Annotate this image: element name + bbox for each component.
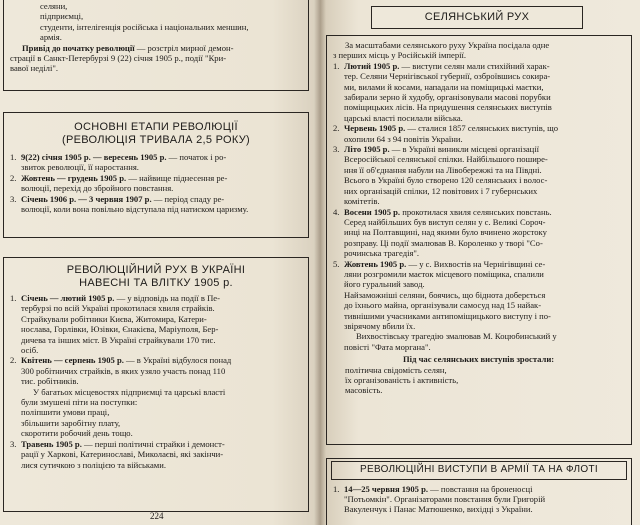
- movement-dates: Квітень — серпень 1905 р.: [21, 355, 124, 366]
- peasant-line: Всього в Україні було створено 120 селянських і волос-: [344, 175, 548, 186]
- peasant-line: царські власті посилали війська.: [344, 112, 463, 123]
- movement-line: нослава, Горлівки, Юзівки, Єнакієва, Маріуполя, Бер-: [21, 324, 219, 335]
- movement-line: осіб.: [21, 345, 39, 356]
- right-page: [320, 0, 640, 525]
- stage-text: — найвище піднесення ре-: [126, 172, 228, 183]
- peasant-line: повісті "Фата моргана".: [344, 341, 431, 352]
- peasant-item: [333, 207, 625, 259]
- army-number: 1.: [333, 483, 340, 494]
- peasant-line: охопили 64 з 94 повітів України.: [344, 133, 463, 144]
- stage-text: — період спаду ре-: [151, 193, 225, 204]
- movement-line: тис. робітників.: [21, 376, 79, 387]
- stage-text: — початок і ро-: [166, 152, 227, 162]
- movement-item: [10, 293, 302, 355]
- peasant-line: Вихвостівську трагедію змалював М. Коцюбинський у: [356, 331, 557, 342]
- movement-line: лися сутичкою з поліцією та військами.: [21, 459, 166, 470]
- peasant-line: тивнішими учасниками антипоміщицького виступу і по-: [344, 310, 551, 321]
- peasant-line: забирали зерно й худобу, організовували масові порубки: [344, 92, 551, 103]
- book-gutter: [314, 0, 326, 525]
- peasant-dates: Червень 1905 р.: [344, 123, 406, 134]
- stages-subtitle: (РЕВОЛЮЦІЯ ТРИВАЛА 2,5 РОКУ): [62, 133, 250, 146]
- peasant-item: [333, 259, 625, 353]
- stage-dates: Січень 1906 р. — 3 червня 1907 р.: [21, 193, 152, 204]
- stage-number: 3.: [10, 193, 17, 204]
- peasant-intro: За масштабами селянського руху Україна посідала одне: [345, 40, 550, 50]
- stage-item: [10, 173, 302, 194]
- participants-line: армія.: [40, 32, 62, 43]
- cause-line: страції в Санкт-Петербурзі 9 (22) січня 1905 р., події "Кри-: [10, 53, 227, 64]
- peasant-line: комітетів.: [344, 196, 380, 207]
- movement-text: — в Україні відбулося понад: [123, 355, 232, 366]
- movement-text: — у відповідь на події в Пе-: [114, 293, 220, 303]
- peasant-line: звірячому вбили їх.: [344, 320, 416, 331]
- army-box: [326, 458, 632, 525]
- concessions-line: збільшити заробітну плату,: [21, 417, 121, 428]
- peasant-dates: Літо 1905 р.: [344, 144, 390, 155]
- peasant-dates: Жовтень 1905 р.: [344, 258, 407, 269]
- participants-line: студенти, інтелігенція російська і національних меншин,: [40, 21, 249, 32]
- movement-line: рації у Харкові, Катеринославі, Миколаєві, які закінчи-: [21, 449, 224, 460]
- army-title: РЕВОЛЮЦІЙНІ ВИСТУПИ В АРМІЇ ТА НА ФЛОТІ: [331, 461, 627, 480]
- peasant-text: — в Україні виникли місцеві організації: [389, 144, 540, 155]
- cause-bold: Привід до початку революції: [22, 42, 135, 53]
- movement-box: [3, 257, 309, 512]
- participants-box: [3, 0, 309, 91]
- page-number: 224: [150, 511, 164, 521]
- movement-dates: Січень — лютий 1905 р.: [21, 293, 115, 303]
- peasant-number: 5.: [333, 258, 340, 269]
- peasant-line: ми, вилами й косами, нападали на поміщицькі маєтки,: [344, 81, 544, 92]
- cause-line: вавої неділі".: [10, 63, 58, 74]
- peasant-line: ння її об'єднання набули на Лівобережжі та на Півдні.: [344, 164, 542, 175]
- peasant-box: [326, 11, 632, 445]
- army-line: "Потьомкін". Організаторами повстання були Григорій: [344, 493, 546, 504]
- peasant-item: [333, 144, 625, 206]
- cause-text: — розстріл мирної демон-: [134, 42, 234, 53]
- concessions-line: скоротити робочий день тощо.: [21, 428, 133, 439]
- peasant-text: прокотилася хвиля селянських повстань.: [400, 206, 552, 217]
- participants-line: селяни,: [40, 1, 68, 11]
- stage-item: [10, 194, 302, 215]
- army-dates: 14—25 червня 1905 р.: [344, 483, 429, 494]
- movement-line: 300 робітничих страйків, в яких узяло участь понад 110: [21, 365, 226, 376]
- movement-subtitle: НАВЕСНІ ТА ВЛІТКУ 1905 р.: [79, 276, 233, 289]
- results-line: масовість.: [345, 385, 383, 396]
- movement-number: 3.: [10, 438, 17, 449]
- stages-title: ОСНОВНІ ЕТАПИ РЕВОЛЮЦІЇ: [74, 121, 238, 133]
- peasant-line: ляни розгромили маєток місцевого поміщика, спалили: [344, 268, 544, 279]
- peasant-line: Найзаможніші селяни, боячись, що біднота доберється: [344, 289, 546, 300]
- movement-dates: Травень 1905 р.: [21, 438, 82, 449]
- peasant-item: [333, 61, 625, 123]
- peasant-line: його гуральний завод.: [344, 279, 425, 290]
- participants-line: підприємці,: [40, 11, 84, 22]
- peasant-dates: Лютий 1905 р.: [344, 60, 400, 71]
- peasant-item: [333, 123, 625, 144]
- stages-box: [3, 112, 309, 238]
- peasant-line: инці на Полтавщині, над якими було вчинено жорстоку: [344, 227, 547, 238]
- peasant-number: 4.: [333, 206, 340, 217]
- peasant-line: до їхнього майна, організували самосуд над 15 найак-: [344, 300, 542, 311]
- stage-number: 1.: [10, 152, 17, 162]
- results-title: Під час селянських виступів зростали:: [403, 354, 555, 365]
- cause-paragraph: [10, 43, 302, 53]
- peasant-line: поміщицьких лісів. На придушення селянських виступів: [344, 102, 552, 113]
- concessions-line: були змушені піти на поступки:: [21, 397, 138, 408]
- peasant-line: них організацій спілки, 12 повітових і 7 губернських: [344, 185, 538, 196]
- results-line: політична свідомість селян,: [345, 364, 447, 375]
- stage-dates: 9(22) січня 1905 р. — вересень 1905 р.: [21, 152, 167, 162]
- peasant-text: — у с. Вихвостів на Чернігівщині се-: [406, 258, 546, 269]
- army-item: [333, 484, 625, 515]
- peasant-number: 1.: [333, 60, 340, 71]
- stage-item: [10, 152, 302, 173]
- peasant-text: — виступи селян мали стихійний харак-: [399, 60, 550, 71]
- movement-line: Страйкували робітники Києва, Житомира, Катери-: [21, 313, 207, 324]
- peasant-dates: Восени 1905 р.: [344, 206, 401, 217]
- movement-title: РЕВОЛЮЦІЙНИЙ РУХ В УКРАЇНІ: [66, 264, 246, 276]
- peasant-text: — сталися 1857 селянських виступів, що: [405, 123, 559, 134]
- peasant-number: 3.: [333, 144, 340, 155]
- concessions-line: поліпшити умови праці,: [21, 407, 110, 418]
- peasant-line: розправу. Ці події змалював В. Короленко у творі "Со-: [344, 237, 543, 248]
- movement-line: дичева та інших міст. В Україні страйкували 170 тис.: [21, 334, 216, 345]
- army-text: — повстання на броненосці: [428, 483, 533, 494]
- peasant-line: Серед найбільших був виступ селян у с. Великі Сороч-: [344, 216, 546, 227]
- stage-number: 2.: [10, 172, 17, 183]
- stage-line: волюції, перехід до збройного повстання.: [21, 183, 174, 194]
- movement-item: [10, 355, 302, 438]
- peasant-intro: з перших місць у Російській імперії.: [333, 50, 467, 61]
- stage-dates: Жовтень — грудень 1905 р.: [21, 172, 127, 183]
- movement-number: 1.: [10, 293, 17, 303]
- movement-item: [10, 439, 302, 470]
- army-line: Вакуленчук і Панас Матюшенко, вихідці з України.: [344, 504, 533, 515]
- concessions-line: У багатьох місцевостях підприємці та царські власті: [33, 386, 226, 397]
- movement-line: тербурзі по всій Україні прокотилася хвиля страйків.: [21, 303, 215, 314]
- peasant-line: Всеросійської селянської спілки. Найбільшого пошире-: [344, 154, 548, 165]
- peasant-line: рочинська трагедія".: [344, 248, 420, 259]
- movement-number: 2.: [10, 355, 17, 366]
- movement-text: — перші політичні страйки і демонст-: [81, 438, 225, 449]
- peasant-title: СЕЛЯНСЬКИЙ РУХ: [371, 6, 583, 29]
- peasant-line: тер. Селяни Чернігівської губернії, озброївшись сокира-: [344, 71, 551, 82]
- stage-line: волюції, коли вона повільно відступала під натиском царизму.: [21, 204, 249, 215]
- results-line: їх організованість і активність,: [345, 375, 459, 385]
- stage-line: звиток революції, її наростання.: [21, 162, 139, 173]
- peasant-number: 2.: [333, 123, 340, 134]
